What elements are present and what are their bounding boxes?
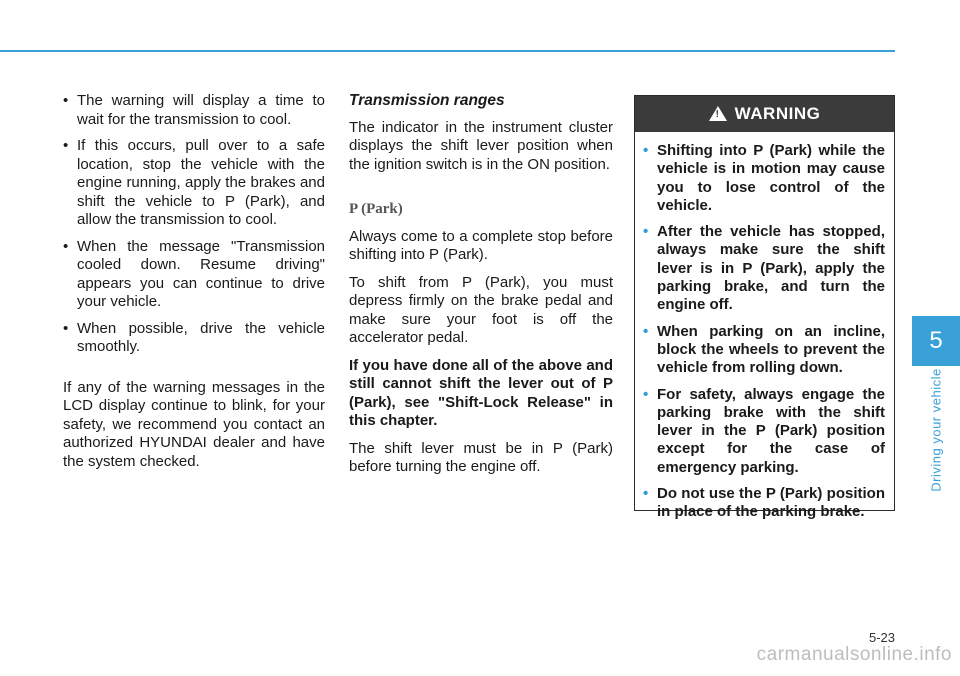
list-item: • When parking on an incline, block the wheels to prevent the vehicle from rolling down. [643, 323, 885, 378]
list-item: • Shifting into P (Park) while the vehicle is in motion may cause you to lose control of the vehicle. [643, 142, 885, 215]
list-item: • When possible, drive the vehicle smoothly. [63, 320, 325, 357]
shift-lock-paragraph: If you have done all of the above and still cannot shift the lever out of P (Park), see "Shift-Lock Release" in this chapter. [349, 356, 613, 429]
list-item: • After the vehicle has stopped, always make sure the shift lever is in P (Park), apply the parking brake, and turn the engine off. [643, 223, 885, 314]
park-paragraph-1: Always come to a complete stop before shifting into P (Park). [349, 227, 613, 263]
header-rule [0, 50, 895, 52]
warning-triangle-icon: ! [709, 106, 727, 121]
left-column [63, 92, 325, 480]
list-item: • Do not use the P (Park) position in place of the parking brake. [643, 485, 885, 522]
warning-header [635, 96, 894, 132]
warning-title: WARNING [734, 104, 821, 123]
intro-paragraph: The indicator in the instrument cluster displays the shift lever position when the ignition switch is in the ON position. [349, 118, 613, 173]
chapter-title: Driving your vehicle [928, 368, 944, 492]
watermark: carmanualsonline.info [756, 644, 952, 665]
park-paragraph-2: To shift from P (Park), you must depress firmly on the brake pedal and make sure your foot is off the accelerator pedal. [349, 273, 613, 346]
list-item: • When the message "Transmission cooled down. Resume driving" appears you can continue to drive your vehicle. [63, 238, 325, 312]
park-subheading: P (Park) [349, 201, 403, 217]
list-item: • For safety, always engage the parking brake with the shift lever in the P (Park) position except for the case of emergency parking. [643, 386, 885, 477]
warning-box [634, 95, 895, 521]
list-item: • If this occurs, pull over to a safe location, stop the vehicle with the engine running, apply the brakes and shift the vehicle to P (Park), and allow the transmission to cool. [63, 137, 325, 230]
list-item: • The warning will display a time to wait for the transmission to cool. [63, 92, 325, 129]
section-heading: Transmission ranges [349, 92, 505, 109]
park-paragraph-4: The shift lever must be in P (Park) before turning the engine off. [349, 439, 613, 475]
warning-list [635, 132, 894, 522]
middle-column [349, 92, 613, 486]
chapter-tab: 5 [912, 316, 960, 366]
page-number: 5-23 [868, 630, 895, 645]
dealer-advice-paragraph: If any of the warning messages in the LCD display continue to blink, for your safety, we recommend you contact an authorized HYUNDAI dealer and have the system checked. [63, 378, 325, 470]
warning-tips-list [63, 92, 325, 357]
